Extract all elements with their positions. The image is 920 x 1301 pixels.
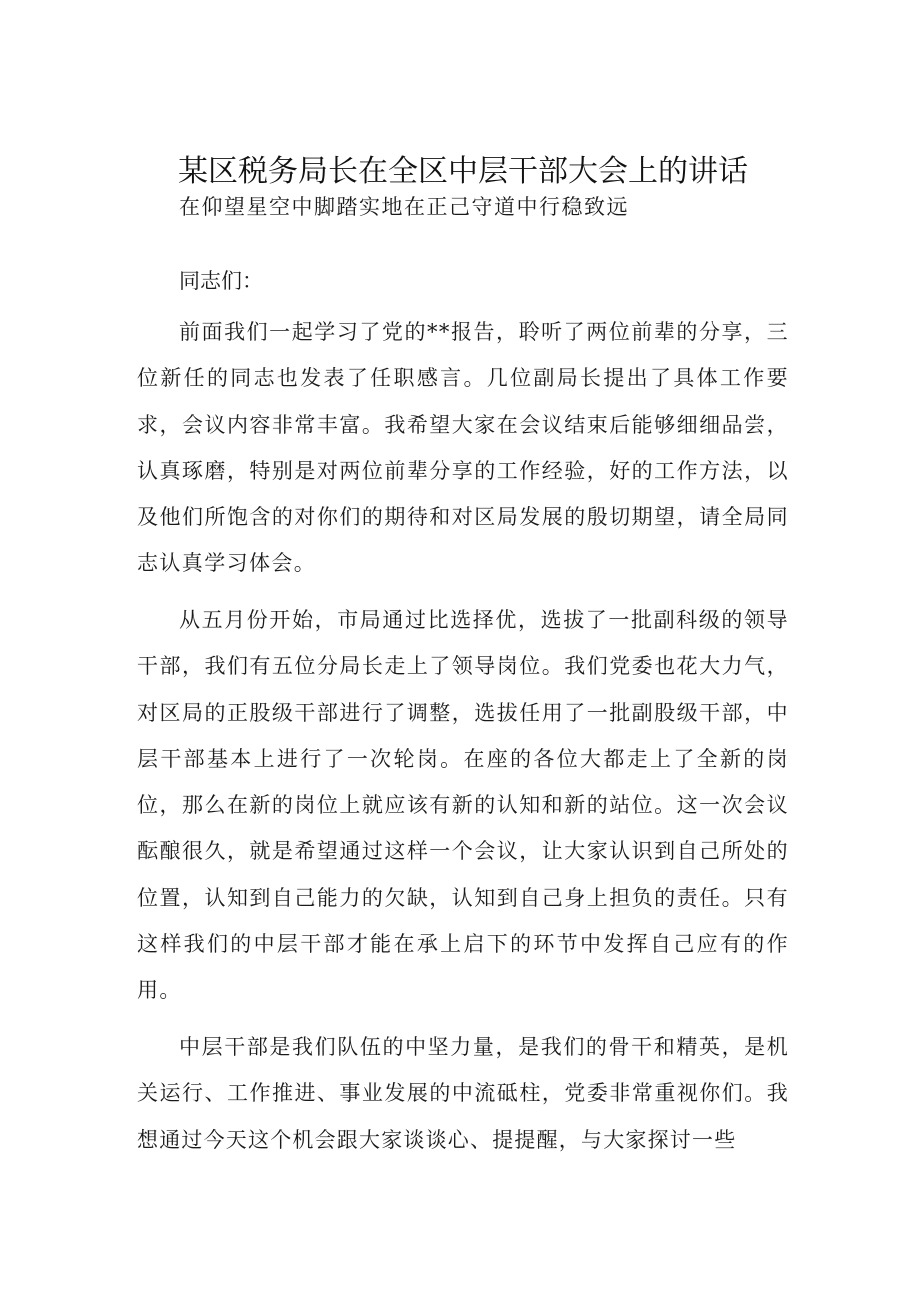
document-subtitle: 在仰望星空中脚踏实地在正己守道中行稳致远 (179, 195, 629, 219)
paragraph-3: 中层干部是我们队伍的中坚力量，是我们的骨干和精英，是机关运行、工作推进、事业发展的中流砥柱，党委非常重视你们。我想通过今天这个机会跟大家谈谈心、提提醒，与大家探讨一些 (137, 1035, 789, 1152)
salutation: 同志们： (179, 269, 263, 293)
document-page (137, 0, 789, 1301)
paragraph-2: 从五月份开始，市局通过比选择优，选拔了一批副科级的领导干部，我们有五位分局长走上了领导岗位。我们党委也花大力气，对区局的正股级干部进行了调整，选拔任用了一批副股级干部，中层干部基本上进行了一次轮岗。在座的各位大都走上了全新的岗位，那么在新的岗位上就应该有新的认知和新的站位。这一次会议酝酿很久，就是希望通过这样一个会议，让大家认识到自己所处的位置，认知到自己能力的欠缺，认知到自己身上担负的责任。只有这样我们的中层干部才能在承上启下的环节中发挥自己应有的作用。 (137, 608, 789, 1003)
paragraph-1: 前面我们一起学习了党的**报告，聆听了两位前辈的分享，三位新任的同志也发表了任职感言。几位副局长提出了具体工作要求，会议内容非常丰富。我希望大家在会议结束后能够细细品尝，认真琢磨，特别是对两位前辈分享的工作经验，好的工作方法，以及他们所饱含的对你们的期待和对区局发展的殷切期望，请全局同志认真学习体会。 (137, 320, 789, 576)
document-title: 某区税务局长在全区中层干部大会上的讲话 (178, 154, 748, 189)
